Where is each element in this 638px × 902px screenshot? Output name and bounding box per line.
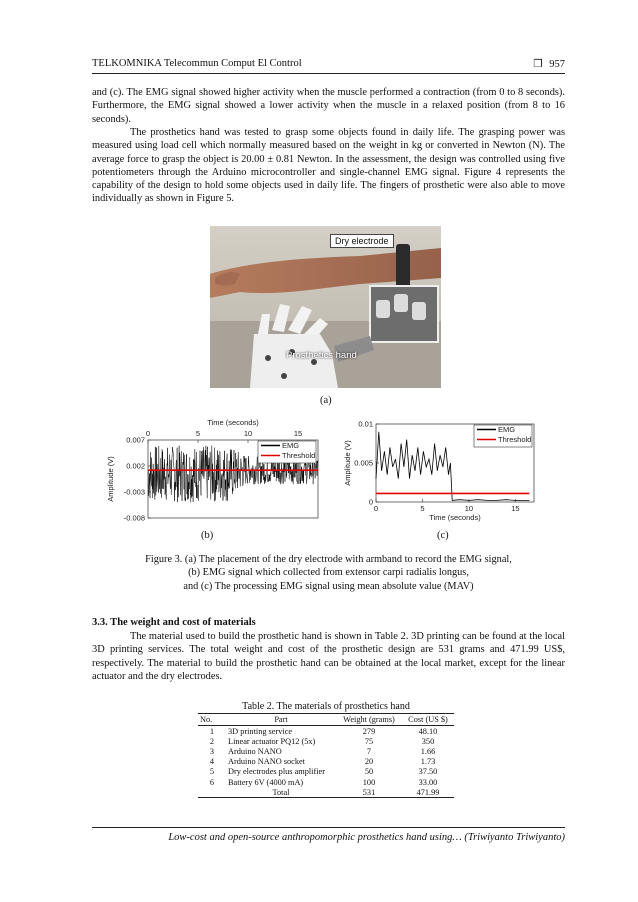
y-tick-label: 0.005	[354, 458, 373, 468]
legend-label: EMG	[498, 425, 516, 434]
table-cell: 3D printing service	[228, 726, 293, 736]
x-tick-label: 0	[373, 504, 379, 513]
page-number: 957	[549, 59, 565, 70]
x-tick-label: 5	[195, 429, 201, 438]
table-row	[198, 767, 454, 777]
x-tick-label: 5	[420, 504, 425, 513]
paragraph-emg-activity: and (c). The EMG signal showed higher activity when the muscle performed a contraction (from 0 to 8 seconds). Furthermore, the EMG signal showed a lower activity when the muscle in a relaxed position (from 8 to 16 seconds).	[92, 87, 565, 125]
table-header-cell: Weight (grams)	[336, 714, 402, 726]
panel-label-b: (b)	[201, 530, 214, 541]
legend-label: Threshold	[498, 435, 532, 444]
x-axis-label: Time (seconds)	[207, 418, 259, 427]
y-axis-label: Amplitude (V)	[343, 440, 352, 486]
table-cell: Battery 6V (4000 mA)	[228, 777, 304, 787]
table-header-cell: No.	[198, 714, 226, 726]
table-cell: 5	[209, 767, 215, 777]
x-tick-label: 15	[293, 429, 303, 438]
y-tick-label: -0.003	[123, 487, 145, 497]
table-row	[198, 746, 454, 756]
table-row	[198, 757, 454, 767]
x-tick-label: 10	[464, 504, 474, 513]
table-cell: 33.00	[418, 777, 438, 787]
y-tick-label: 0	[368, 497, 373, 507]
table-cell: 2	[209, 736, 215, 746]
table-cell: 3	[209, 746, 215, 756]
table-total-row	[198, 787, 454, 798]
table-cell: 350	[421, 736, 435, 746]
chart-c-container	[340, 414, 540, 538]
chart-b-container	[104, 414, 326, 538]
panel-label-a: (a)	[320, 395, 332, 406]
table-total-label: Total	[226, 787, 336, 798]
table-cell: Arduino NANO socket	[228, 757, 305, 767]
legend-label: Threshold	[282, 451, 316, 460]
table-cell: 6	[209, 777, 215, 787]
figure-caption	[92, 553, 565, 593]
section-heading: 3.3. The weight and cost of materials	[92, 617, 256, 628]
table-header-cell: Cost (US $)	[402, 714, 454, 726]
x-tick-label: 15	[511, 504, 520, 513]
table-cell: 75	[364, 736, 374, 746]
table-row	[198, 726, 454, 737]
table-cell: 7	[366, 746, 372, 756]
table-cell: 20	[364, 757, 374, 767]
chart-c	[340, 414, 540, 538]
table-total-weight: 531	[336, 787, 402, 798]
table-cell: Linear actuator PQ12 (5x)	[228, 736, 316, 746]
table-cell: 50	[364, 767, 374, 777]
table-cell: 48.10	[418, 726, 438, 736]
y-axis-label: Amplitude (V)	[106, 456, 115, 502]
y-tick-label: 0.01	[358, 419, 373, 429]
y-tick-label: 0.007	[126, 435, 145, 445]
table-cell: Dry electrodes plus amplifier	[228, 767, 325, 777]
table-row	[198, 736, 454, 746]
table-cell: 100	[362, 777, 376, 787]
header-rule	[92, 73, 565, 74]
x-tick-label: 0	[145, 429, 151, 438]
table-cell: Arduino NANO	[228, 746, 282, 756]
paragraph-grasping-test: The prosthetics hand was tested to grasp some objects found in daily life. The grasping power was measured using load cell which normally measured based on the weight in kg or converted in Newton (N). The average force to grasp the object is 20.00 ± 0.81 Newton. In the assessment, the design was controlled using five potentiometers through the Arduino microcontroller and single-channel EMG signal. Figure 4 represents the capability of the design to hold some objects used in daily life. The fingers of prosthetic were also able to move individually as shown in Figure 5.	[92, 127, 565, 205]
table-header-cell: Part	[226, 714, 336, 726]
materials-table	[198, 713, 454, 798]
page-number-area	[533, 58, 565, 70]
y-tick-label: -0.008	[123, 513, 145, 523]
table-cell: 1	[209, 726, 215, 736]
footer-rule	[92, 827, 565, 828]
figure-photo	[210, 226, 441, 388]
table-row	[198, 777, 454, 787]
table-cell: 37.50	[418, 767, 438, 777]
square-glyph-icon: ❐	[533, 59, 543, 70]
running-header: TELKOMNIKA Telecommun Comput El Control	[92, 58, 302, 69]
legend-label: EMG	[282, 441, 300, 450]
label-dry-electrode: Dry electrode	[330, 234, 394, 248]
table-cell: 4	[209, 757, 215, 767]
table-header-row	[198, 714, 454, 726]
figure-caption-line: Figure 3. (a) The placement of the dry electrode with armband to record the EMG signal,	[145, 554, 512, 565]
label-prosthetics-hand: Prosthetics hand	[286, 350, 357, 361]
paragraph-materials: The material used to build the prosthetic hand is shown in Table 2. 3D printing can be found at the local 3D printing services. The total weight and cost of the prosthetic design are 531 grams and 471.99 US$, respectively. The material to build the prosthetic hand can be obtained at the local market, except for the linear actuator and the dry electrodes.	[92, 631, 565, 682]
x-axis-label: Time (seconds)	[429, 513, 481, 522]
figure-caption-line: and (c) The processing EMG signal using mean absolute value (MAV)	[183, 580, 474, 592]
table-cell: 1.73	[420, 757, 436, 767]
table-cell: 279	[362, 726, 376, 736]
figure-caption-line: (b) EMG signal which collected from extensor carpi radialis longus,	[188, 567, 469, 579]
table-caption: Table 2. The materials of prosthetics hand	[242, 701, 410, 712]
table-total-cost: 471.99	[402, 787, 454, 798]
photo-illustration	[210, 226, 441, 388]
running-footer: Low-cost and open-source anthropomorphic prosthetics hand using… (Triwiyanto Triwiyanto)	[168, 832, 565, 843]
x-tick-label: 10	[243, 429, 253, 438]
panel-label-c: (c)	[437, 530, 449, 541]
y-tick-label: 0.002	[126, 461, 145, 471]
chart-b	[104, 414, 326, 538]
table-cell: 1.66	[420, 746, 436, 756]
table-cell	[198, 787, 226, 798]
